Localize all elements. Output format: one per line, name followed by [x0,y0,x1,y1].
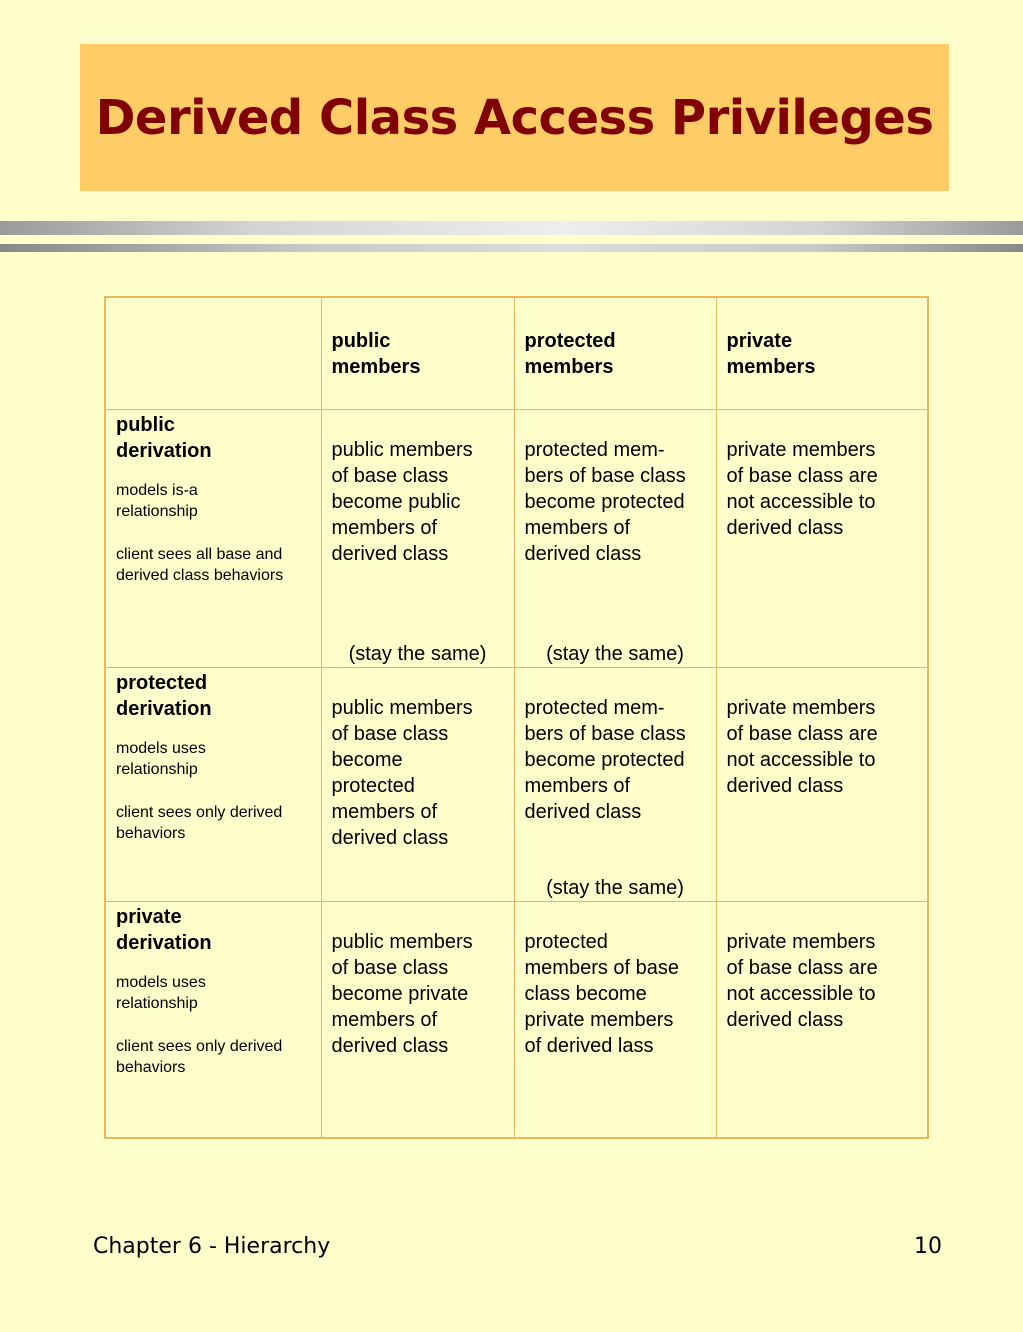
page-number: 10 [914,1234,942,1259]
divider-bottom [0,244,1023,252]
cell-text: private members of base class are not accessible to derived class [726,697,878,798]
footer-chapter: Chapter 6 - Hierarchy [93,1234,331,1259]
cell-text: public members of base class become public members of derived class [331,439,473,566]
row-head-model: models uses relationship [116,740,206,779]
row-head-client: client sees all base and derived class behaviors [116,546,284,585]
table-row-protected-derivation [105,668,928,901]
table-cell [321,410,514,668]
row-head-title: private derivation [116,905,212,954]
row-head-model: models is-a relationship [116,482,198,521]
access-table [104,296,929,1139]
cell-text: protected mem- bers of base class become protected members of derived class [524,439,686,566]
row-head-client: client sees only derived behaviors [116,804,283,843]
row-head-cell [105,668,321,901]
cell-text: protected mem- bers of base class become protected members of derived class [524,697,686,824]
header-label: protected members [524,330,616,378]
table-row-private-derivation [105,901,928,1138]
table-cell [716,410,928,668]
cell-text: protected members of base class become private members of derived lass [524,930,680,1057]
cell-note: (stay the same) [348,643,487,666]
row-head-title: protected derivation [116,672,212,721]
table-cell [514,410,716,668]
header-cell-private [716,297,928,410]
cell-text: private members of base class are not accessible to derived class [726,930,878,1031]
row-head-client: client sees only derived behaviors [116,1037,283,1076]
table-row-public-derivation [105,410,928,668]
title-box [80,44,949,191]
table-cell [716,901,928,1138]
cell-note: (stay the same) [546,643,684,666]
row-head-title: public derivation [116,414,212,463]
header-cell-public [321,297,514,410]
table-cell [321,901,514,1138]
cell-text: public members of base class become private members of derived class [331,930,473,1057]
table-cell [514,668,716,901]
table-cell [514,901,716,1138]
table-cell [716,668,928,901]
header-cell-empty [105,297,321,410]
header-label: private members [726,330,816,378]
cell-text: private members of base class are not accessible to derived class [726,439,878,540]
row-head-model: models uses relationship [116,973,206,1012]
header-cell-protected [514,297,716,410]
row-head-cell [105,410,321,668]
slide-title: Derived Class Access Privileges [95,89,934,146]
divider-top [0,221,1023,235]
cell-text: public members of base class become protected members of derived class [331,697,473,850]
table-cell [321,668,514,901]
header-label: public members [331,330,421,378]
table-header-row [105,297,928,410]
row-head-cell [105,901,321,1138]
cell-note: (stay the same) [546,876,684,899]
